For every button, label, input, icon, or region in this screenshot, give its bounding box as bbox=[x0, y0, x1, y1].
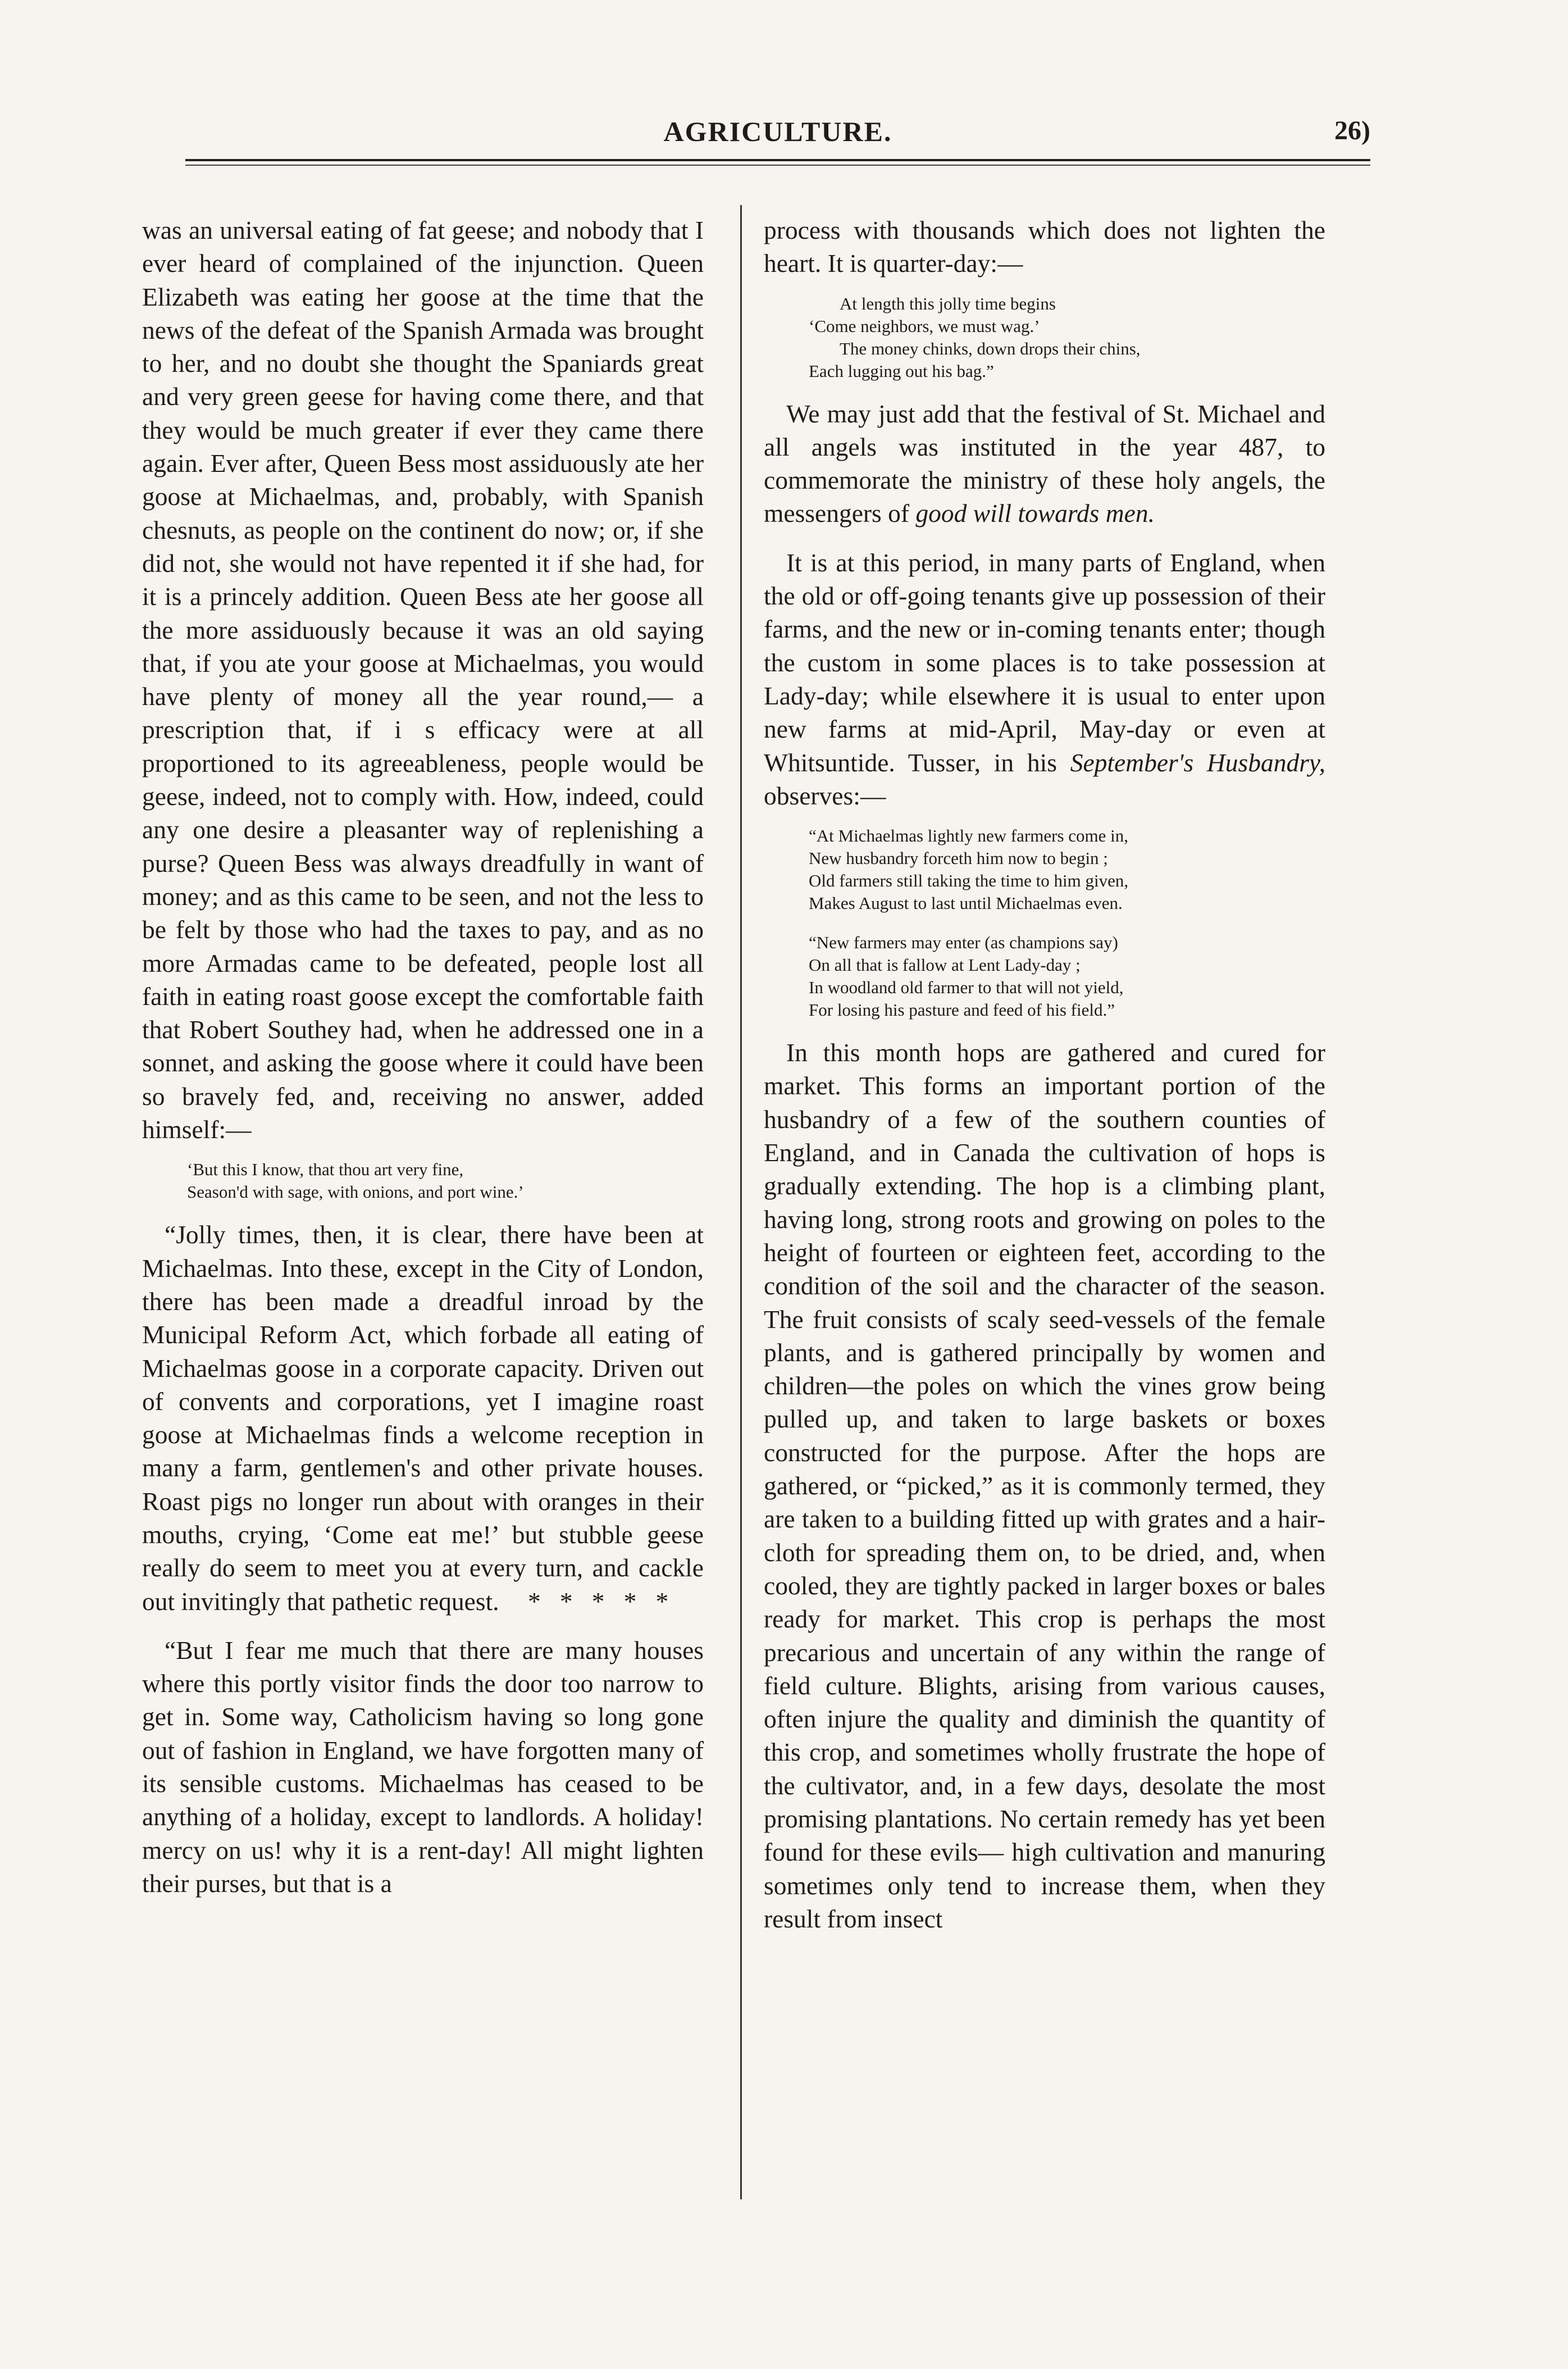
paragraph: “But I fear me much that there are many houses where this portly visitor finds the door too narrow to get in. Some way, Catholicism having so long gone out of fashion in England, we have forgotten many of its sensible customs. Michaelmas has ceased to be anything of a holiday, except to landlords. A holiday! mercy on us! why it is a rent-day! All might lighten their purses, but that is a bbox=[142, 1635, 704, 1898]
italic-title: September's Husbandry, bbox=[1070, 748, 1325, 777]
verse-line: Old farmers still taking the time to him given, bbox=[809, 871, 1129, 891]
italic-phrase: good will towards men. bbox=[915, 499, 1155, 528]
paragraph bbox=[764, 397, 1325, 530]
verse-line: At length this jolly time begins bbox=[840, 293, 1056, 313]
verse-quote bbox=[764, 293, 1325, 383]
verse-line: ‘But this I know, that thou art very fine, bbox=[187, 1160, 464, 1180]
paragraph bbox=[142, 1218, 704, 1618]
header-rule-thin bbox=[185, 165, 1370, 166]
verse-line: ‘Come neighbors, we must wag.’ bbox=[809, 316, 1040, 336]
paragraph-text: It is at this period, in many parts of England, when the old or off-going tenants give up possession of their farms, and the new or in-coming tenants enter; though the custom in some places is to take possession at Lady-day; while elsewhere it is usual to enter upon new farms at mid-April, May-day or even at Whitsuntide. Tusser, in his bbox=[764, 548, 1325, 777]
verse-line: Makes August to last until Michaelmas even. bbox=[809, 893, 1123, 913]
verse-line: The money chinks, down drops their chins, bbox=[840, 338, 1141, 358]
verse-line: Season'd with sage, with onions, and port wine.’ bbox=[187, 1182, 524, 1202]
verse-quote bbox=[142, 1158, 704, 1203]
verse-quote-tusser bbox=[764, 825, 1325, 1021]
right-column bbox=[764, 213, 1325, 1935]
verse-line: “At Michaelmas lightly new farmers come in, bbox=[809, 826, 1129, 846]
paragraph bbox=[764, 546, 1325, 812]
page-number: 26) bbox=[1334, 116, 1370, 145]
verse-line: For losing his pasture and feed of his field.” bbox=[809, 1000, 1115, 1020]
page-header bbox=[185, 115, 1370, 166]
verse-line: “New farmers may enter (as champions say) bbox=[809, 933, 1118, 953]
asterism: * * * * * bbox=[527, 1586, 669, 1616]
paragraph: was an universal eating of fat geese; and nobody that I ever heard of complained of the injunction. Queen Elizabeth was eating her goose at the time that the news of the defeat of the Spanish Armada was brought to her, and no doubt she thought the Spaniards great and very green geese for having come there, and that they would be much greater if ever they came there again. Ever after, Queen Bess most assiduously ate her goose at Michaelmas, and, probably, with Spanish chesnuts, as people on the continent do now; or, if she did not, she would not have repented it if she had, for it is a princely addition. Queen Bess ate her goose all the more assiduously because it was an old saying that, if you ate your goose at Michaelmas, you would have plenty of money all the year round,— a prescription that, if i s efficacy were at all proportioned to its agreeableness, people would be geese, indeed, not to comply with. How, indeed, could any one desire a pleasanter way of replenishing a purse? Queen Bess was always dreadfully in want of money; and as this came to be seen, and not the less to be felt by those who had the taxes to pay, and as no more Armadas came to be defeated, people lost all faith in eating roast goose except the comfortable faith that Robert Southey had, when he addressed one in a sonnet, and asking the goose where it could have been so bravely fed, and, receiving no answer, added himself:— bbox=[142, 216, 704, 1144]
verse-line: In woodland old farmer to that will not yield, bbox=[809, 977, 1124, 998]
paragraph: process with thousands which does not lighten the heart. It is quarter-day:— bbox=[764, 216, 1325, 278]
verse-line: New husbandry forceth him now to begin ; bbox=[809, 848, 1108, 869]
verse-line: On all that is fallow at Lent Lady-day ; bbox=[809, 955, 1081, 975]
verse-line: Each lugging out his bag.” bbox=[809, 361, 994, 381]
left-column bbox=[142, 213, 704, 1900]
header-rule bbox=[185, 159, 1370, 161]
paragraph-text: “Jolly times, then, it is clear, there have been at Michaelmas. Into these, except in the City of London, there has been made a dreadful inroad by the Municipal Reform Act, which forbade all eating of Michaelmas goose in a corporate capacity. Driven out of convents and corporations, yet I imagine roast goose at Michaelmas finds a welcome reception in many a farm, gentlemen's and other private houses. Roast pigs no longer run about with oranges in their mouths, crying, ‘Come eat me!’ but stubble geese really do seem to meet you at every turn, and cackle out invitingly that pathetic request. bbox=[142, 1220, 704, 1616]
paragraph-text: We may just add that the festival of St. Michael and all angels was instituted in the year 487, to commemorate the ministry of these holy angels, the messengers of bbox=[764, 399, 1325, 528]
running-head: AGRICULTURE. bbox=[663, 116, 892, 147]
paragraph-text: observes:— bbox=[764, 781, 886, 810]
column-divider bbox=[740, 205, 742, 2199]
paragraph: In this month hops are gathered and cured for market. This forms an important portion of the husbandry of a few of the southern counties of England, and in Canada the cultivation of hops is gradually extending. The hop is a climbing plant, having long, strong roots and growing on poles to the height of fourteen or eighteen feet, according to the condition of the soil and the character of the season. The fruit consists of scaly seed-vessels of the female plants, and is gathered principally by women and children—the poles on which the vines grow being pulled up, and taken to large baskets or boxes constructed for the purpose. After the hops are gathered, or “picked,” as it is commonly termed, they are taken to a building fitted up with grates and a hair-cloth for spreading them on, to be dried, and, when cooled, they are tightly packed in larger boxes or bales ready for market. This crop is perhaps the most precarious and uncertain of any within the range of field culture. Blights, arising from various causes, often injure the quality and diminish the quantity of this crop, and sometimes wholly frustrate the hope of the cultivator, and, in a few days, desolate the most promising plantations. No certain remedy has yet been found for these evils— high cultivation and manuring sometimes only tend to increase them, when they result from insect bbox=[764, 1038, 1325, 1933]
